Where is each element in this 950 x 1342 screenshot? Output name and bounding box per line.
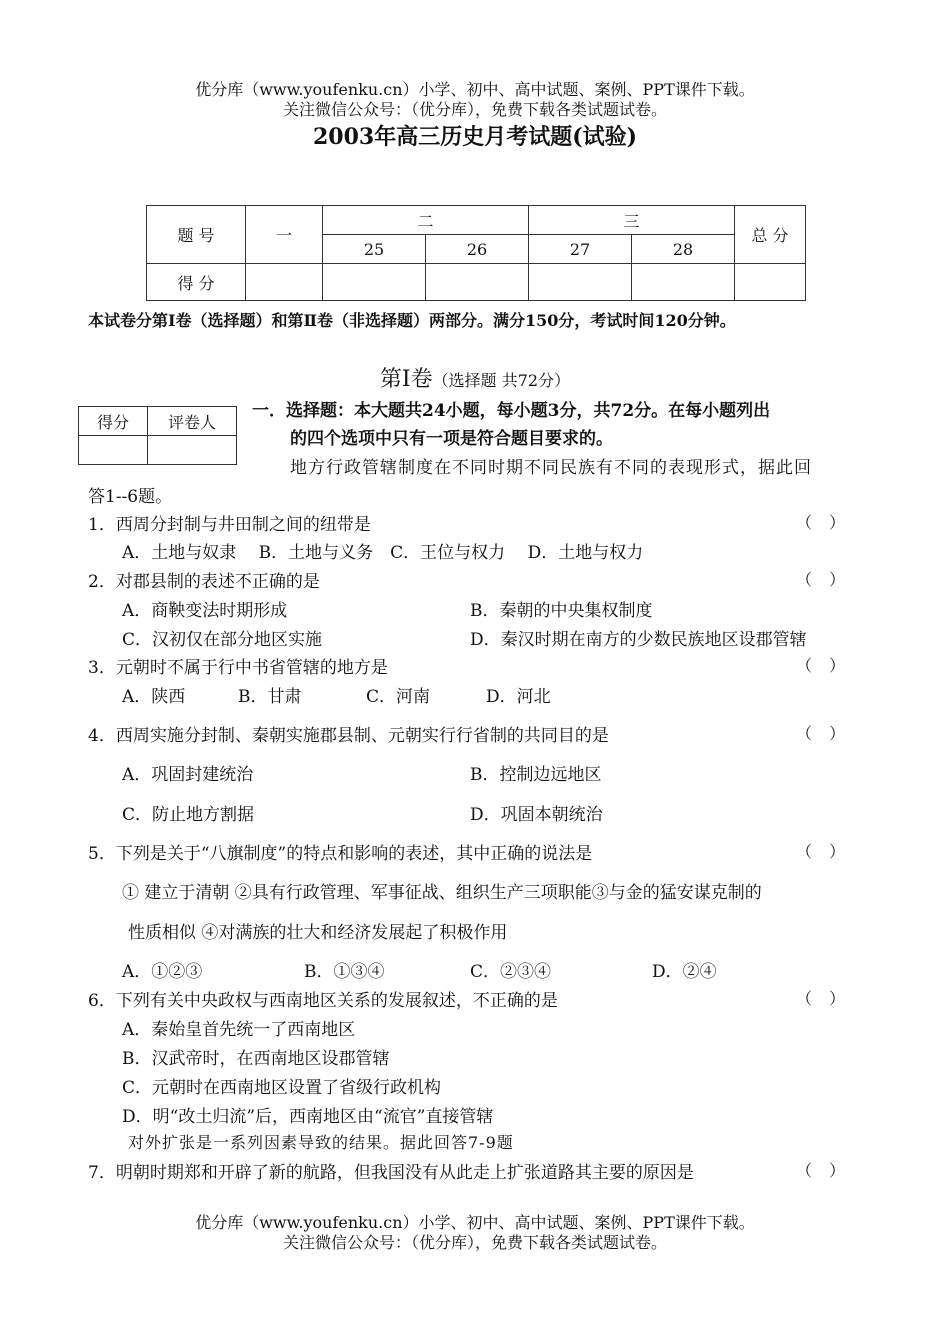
- question-5-option-b: B．①③④: [304, 962, 385, 982]
- instructions-line-1: 一．选择题：本大题共24小题，每小题3分，共72分。在每小题列出: [252, 401, 771, 421]
- score-table-sub: 28: [632, 235, 735, 264]
- score-cell[interactable]: [632, 264, 735, 301]
- stem-2: 对外扩张是一系列因素导致的结果。据此回答7-9题: [128, 1133, 514, 1152]
- instructions-line-2: 的四个选项中只有一项是符合题目要求的。: [290, 429, 613, 449]
- question-4-option-b: B．控制边远地区: [470, 765, 602, 785]
- stem-1-line-2: 答1--6题。: [88, 487, 173, 507]
- score-table-sub: 25: [323, 235, 426, 264]
- question-6-option-b: B．汉武帝时，在西南地区设郡管辖: [122, 1049, 390, 1069]
- score-table-col1: 一: [246, 206, 323, 264]
- answer-paren[interactable]: （ ）: [796, 570, 852, 589]
- question-5-stem: 5．下列是关于“八旗制度”的特点和影响的表述，其中正确的说法是: [88, 844, 593, 864]
- question-4-stem: 4．西周实施分封制、秦朝实施郡县制、元朝实行行省制的共同目的是: [88, 726, 609, 746]
- page-title: 2003年高三历史月考试题(试验): [312, 124, 638, 150]
- exam-intro: 本试卷分第Ⅰ卷（选择题）和第Ⅱ卷（非选择题）两部分。满分150分，考试时间120分钟。: [88, 311, 736, 330]
- question-5-option-d: D．②④: [652, 962, 717, 982]
- question-2-option-b: B．秦朝的中央集权制度: [470, 601, 653, 621]
- section-title-sub: （选择题 共72分）: [432, 371, 571, 390]
- question-6-option-d: D．明“改土归流”后，西南地区由“流官”直接管辖: [122, 1107, 494, 1127]
- answer-paren[interactable]: （ ）: [796, 513, 852, 532]
- question-1-stem: 1．西周分封制与井田制之间的纽带是: [88, 515, 371, 535]
- question-2-stem: 2．对郡县制的表述不正确的是: [88, 572, 320, 592]
- header-line-1: 优分库（www.youfenku.cn）小学、初中、高中试题、案例、PPT课件下载。: [195, 80, 755, 99]
- question-3-option-b: B．甘肃: [238, 687, 302, 707]
- section-title-main: 第Ⅰ卷: [379, 367, 433, 392]
- score-cell[interactable]: [323, 264, 426, 301]
- score-cell[interactable]: [246, 264, 323, 301]
- question-3-option-c: C．河南: [366, 687, 431, 707]
- question-5-text-line-2: 性质相似 ④对满族的壮大和经济发展起了积极作用: [128, 923, 508, 943]
- score-cell[interactable]: [529, 264, 632, 301]
- question-3-stem: 3．元朝时不属于行中书省管辖的地方是: [88, 658, 388, 678]
- question-5-option-a: A．①②③: [122, 962, 203, 982]
- grader-score-cell[interactable]: [79, 436, 148, 465]
- score-table: [146, 205, 806, 301]
- question-2-option-c: C．汉初仅在部分地区实施: [122, 630, 323, 650]
- score-cell[interactable]: [426, 264, 529, 301]
- footer-line-1: 优分库（www.youfenku.cn）小学、初中、高中试题、案例、PPT课件下载。: [195, 1213, 755, 1232]
- question-2-option-a: A．商鞅变法时期形成: [122, 601, 288, 621]
- score-table-total: 总 分: [735, 206, 806, 264]
- answer-paren[interactable]: （ ）: [796, 656, 852, 675]
- score-table-sub: 27: [529, 235, 632, 264]
- score-table-label-score: 得 分: [147, 264, 246, 301]
- answer-paren[interactable]: （ ）: [796, 989, 852, 1008]
- score-cell[interactable]: [735, 264, 806, 301]
- section-title: [0, 362, 950, 393]
- question-6-option-c: C．元朝时在西南地区设置了省级行政机构: [122, 1078, 442, 1098]
- answer-paren[interactable]: （ ）: [796, 842, 852, 861]
- header-line-2: 关注微信公众号：（优分库），免费下载各类试题试卷。: [282, 100, 667, 119]
- question-7-stem: 7．明朝时期郑和开辟了新的航路，但我国没有从此走上扩张道路其主要的原因是: [88, 1163, 694, 1183]
- question-5-text-line-1: ① 建立于清朝 ②具有行政管理、军事征战、组织生产三项职能③与金的猛安谋克制的: [122, 883, 762, 903]
- question-3-option-a: A．陕西: [122, 687, 186, 707]
- grader-table: [78, 406, 237, 465]
- question-4-option-a: A．巩固封建统治: [122, 765, 254, 785]
- answer-paren[interactable]: （ ）: [796, 1161, 852, 1180]
- question-4-option-c: C．防止地方割据: [122, 805, 255, 825]
- question-2-option-d: D．秦汉时期在南方的少数民族地区设郡管辖: [470, 630, 807, 650]
- stem-1-line-1: 地方行政管辖制度在不同时期不同民族有不同的表现形式，据此回: [290, 458, 812, 478]
- question-3-option-d: D．河北: [486, 687, 551, 707]
- question-6-stem: 6．下列有关中央政权与西南地区关系的发展叙述，不正确的是: [88, 991, 558, 1011]
- grader-score-label: 得分: [79, 407, 148, 436]
- question-5-option-c: C．②③④: [470, 962, 552, 982]
- question-1-options: A．土地与奴隶 B．土地与义务 C．王位与权力 D．土地与权力: [122, 543, 644, 563]
- grader-reviewer-cell[interactable]: [148, 436, 237, 465]
- score-table-col3: 三: [529, 206, 735, 235]
- grader-reviewer-label: 评卷人: [148, 407, 237, 436]
- question-6-option-a: A．秦始皇首先统一了西南地区: [122, 1020, 356, 1040]
- score-table-label-q: 题 号: [147, 206, 246, 264]
- score-table-col2: 二: [323, 206, 529, 235]
- footer-line-2: 关注微信公众号：（优分库），免费下载各类试题试卷。: [282, 1233, 667, 1252]
- answer-paren[interactable]: （ ）: [796, 724, 852, 743]
- question-4-option-d: D．巩固本朝统治: [470, 805, 603, 825]
- score-table-sub: 26: [426, 235, 529, 264]
